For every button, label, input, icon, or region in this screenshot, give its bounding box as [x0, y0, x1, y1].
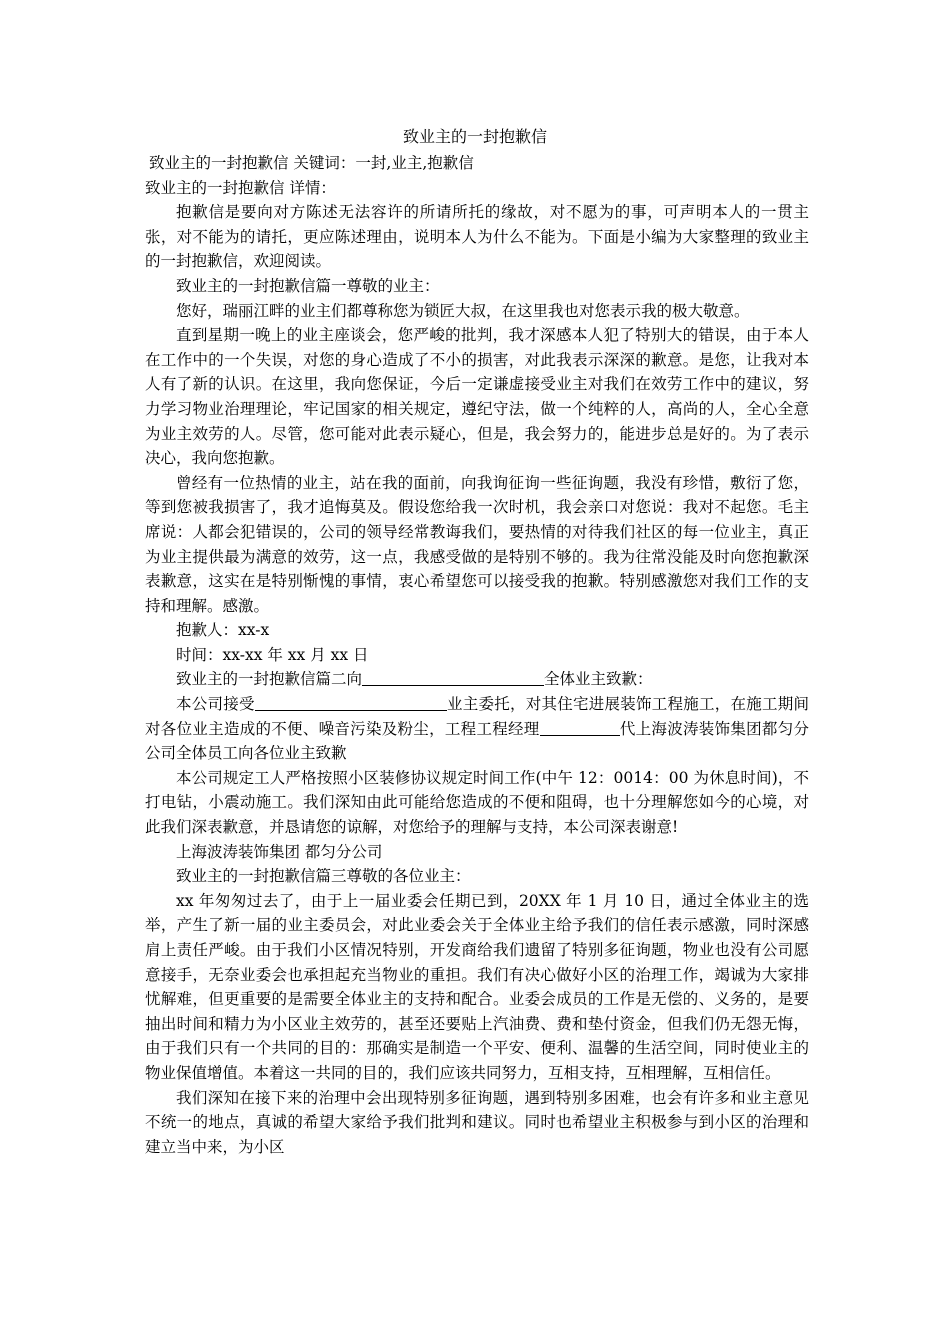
blank-line	[540, 718, 620, 736]
letter2-p1-part-b: 业主委托，对其住宅进展装饰工程施工，在施工期间对各位业主造成的不便、噪音污染及粉尘，工程工程经理	[145, 695, 809, 738]
keywords-line: 致业主的一封抱歉信 关键词：一封,业主,抱歉信	[149, 154, 474, 172]
letter2-heading	[145, 667, 809, 692]
letter1-date: 时间：xx-xx 年 xx 月 xx 日	[176, 645, 369, 664]
letter2-paragraph-2: 本公司规定工人严格按照小区装修协议规定时间工作(中午 12：0014：00 为休息时间)，不打电钻，小震动施工。我们深知由此可能给您造成的不便和阻碍，也十分理解您如今的心境，对此我们深表歉意，并恳请您的谅解，对您给予的理解与支持，本公司深表谢意!	[145, 768, 809, 837]
letter2-p1-part-a: 本公司接受	[176, 695, 255, 714]
letter3-paragraph-1: xx 年匆匆过去了，由于上一届业委会任期已到，20XX 年 1 月 10 日，通过全体业主的选举，产生了新一届的业主委员会，对此业委会关于全体业主给予我们的信任表示感激，同时深感肩上责任严峻。由于我们小区情况特别，开发商给我们遗留了特别多征询题，物业也没有公司愿意接手，无奈业委会也承担起充当物业的重担。我们有决心做好小区的治理工作，竭诚为大家排忧解难，但更重要的是需要全体业主的支持和配合。业委会成员的工作是无偿的、义务的，是要抽出时间和精力为小区业主效劳的，甚至还要贴上汽油费、费和垫付资金，但我们仍无怨无悔，由于我们只有一个共同的目的：那确实是制造一个平安、便利、温馨的生活空间，同时使业主的物业保值增值。本着这一共同的目的，我们应该共同努力，互相支持，互相理解，互相信任。	[145, 891, 809, 1082]
letter1-signer: 抱歉人：xx-x	[176, 621, 270, 640]
details-line: 致业主的一封抱歉信 详情：	[145, 178, 336, 197]
intro-paragraph: 抱歉信是要向对方陈述无法容许的所请所托的缘故，对不愿为的事，可声明本人的一贯主张，对不能为的请托，更应陈述理由，说明本人为什么不能为。下面是小编为大家整理的致业主的一封抱歉信，欢迎阅读。	[145, 203, 809, 271]
letter3-heading: 致业主的一封抱歉信篇三尊敬的各位业主：	[176, 867, 471, 886]
letter1-heading: 致业主的一封抱歉信篇一尊敬的业主：	[176, 276, 440, 295]
document-title: 致业主的一封抱歉信	[402, 127, 547, 146]
letter2-p1-part-c: 代上海波涛装饰集团都匀分公司全体员工向各位业主致歉	[145, 719, 809, 763]
letter1-paragraph-3: 曾经有一位热情的业主，站在我的面前，向我询征询一些征询题，我没有珍惜，敷衍了您，等到您被我损害了，我才追悔莫及。假设您给我一次时机，我会亲口对您说：我对不起您。毛主席说：人都会犯错误的，公司的领导经常教诲我们，要热情的对待我们社区的每一位业主，真正为业主提供最为满意的效劳，这一点，我感受做的是特别不够的。我为往常没能及时向您抱歉深表歉意，这实在是特别惭愧的事情，衷心希望您可以接受我的抱歉。特别感激您对我们工作的支持和理解。感激。	[145, 473, 809, 615]
blank-line	[255, 693, 447, 711]
letter2-paragraph-1	[145, 692, 809, 766]
letter2-signature: 上海波涛装饰集团 都匀分公司	[176, 842, 383, 861]
letter1-paragraph-2: 直到星期一晚上的业主座谈会，您严峻的批判，我才深感本人犯了特别大的错误，由于本人在工作中的一个失误，对您的身心造成了不小的损害，对此我表示深深的歉意。是您，让我对本人有了新的认识。在这里，我向您保证，今后一定谦虚接受业主对我们在效劳工作中的建议，努力学习物业治理理论，牢记国家的相关规定，遵纪守法，做一个纯粹的人，高尚的人，全心全意为业主效劳的人。尽管，您可能对此表示疑心，但是，我会努力的，能进步总是好的。为了表示决心，我向您抱歉。	[145, 326, 809, 468]
letter1-paragraph-1: 您好，瑞丽江畔的业主们都尊称您为锁匠大叔，在这里我也对您表示我的极大敬意。	[176, 301, 750, 320]
letter2-heading-part-a: 致业主的一封抱歉信篇二向	[176, 670, 363, 689]
letter2-heading-part-b: 全体业主致歉：	[544, 670, 653, 689]
document-body	[145, 151, 809, 1159]
blank-line	[362, 668, 544, 686]
letter3-paragraph-2: 我们深知在接下来的治理中会出现特别多征询题，遇到特别多困难，也会有许多和业主意见不统一的地点，真诚的希望大家给予我们批判和建议。同时也希望业主积极参与到小区的治理和建立当中来，为小区	[145, 1088, 809, 1156]
